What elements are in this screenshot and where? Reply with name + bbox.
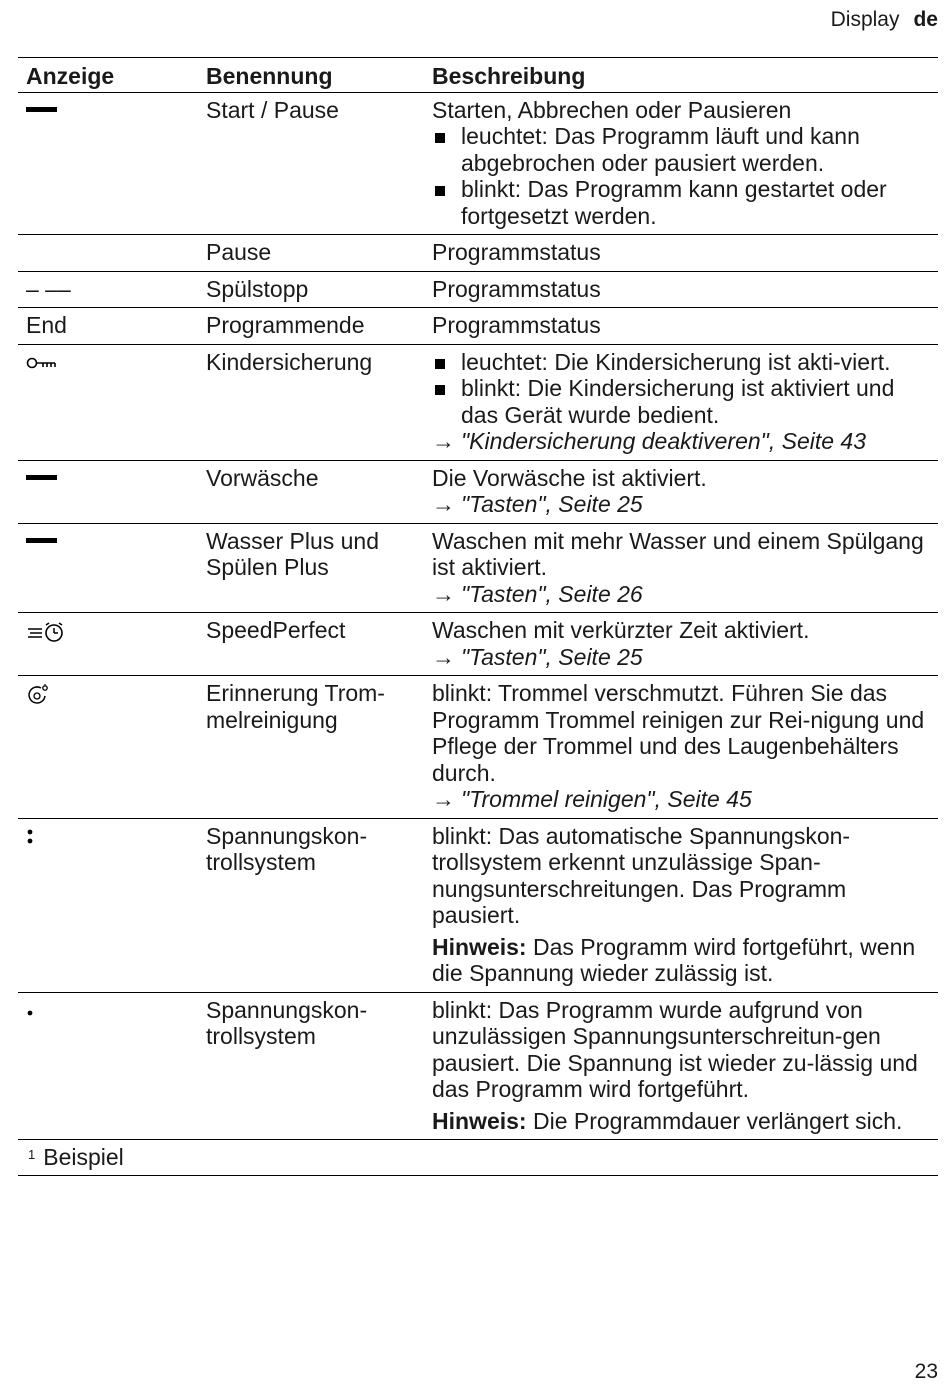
col-header-beschreibung: Beschreibung xyxy=(424,58,938,93)
table-row xyxy=(18,613,938,676)
display-cell: – –– xyxy=(18,271,198,308)
cross-reference xyxy=(432,491,934,518)
display-table xyxy=(18,57,938,1176)
description-cell xyxy=(424,460,938,523)
description-cell xyxy=(424,613,938,676)
name-cell: Kindersicherung xyxy=(198,344,424,460)
footnote-mark: 1 xyxy=(28,1147,36,1162)
note-label: Hinweis: xyxy=(432,1107,527,1134)
table-row xyxy=(18,818,938,992)
table-row xyxy=(18,523,938,613)
colon-indicator-icon xyxy=(26,823,38,849)
note xyxy=(432,934,934,987)
name-cell: Spannungskon-trollsystem xyxy=(198,992,424,1140)
cross-reference xyxy=(432,428,934,455)
name-cell: Spülstopp xyxy=(198,271,424,308)
cross-reference xyxy=(432,581,934,608)
reference-link[interactable]: "Tasten", Seite 25 xyxy=(461,491,643,517)
description-text: Waschen mit mehr Wasser und einem Spülgang ist aktiviert. xyxy=(432,527,924,580)
description-text: Die Vorwäsche ist aktiviert. xyxy=(432,464,707,491)
table-row xyxy=(18,271,938,308)
name-cell: Spannungskon-trollsystem xyxy=(198,818,424,992)
cross-reference xyxy=(432,644,934,671)
display-cell xyxy=(18,235,198,272)
display-cell xyxy=(18,344,198,460)
description-cell: Programmstatus xyxy=(424,308,938,345)
bar-indicator-icon xyxy=(26,475,57,480)
footnote xyxy=(18,1140,938,1176)
reference-link[interactable]: "Tasten", Seite 25 xyxy=(461,643,643,670)
reference-link[interactable]: "Kindersicherung deaktiveren", Seite 43 xyxy=(461,428,867,454)
arrow-icon: → xyxy=(432,643,455,670)
col-header-anzeige: Anzeige xyxy=(18,58,198,93)
bullet-item: leuchtet: Das Programm läuft und kann abgebrochen oder pausiert werden. xyxy=(432,123,934,176)
description-cell xyxy=(424,344,938,460)
name-cell: Vorwäsche xyxy=(198,460,424,523)
description-cell xyxy=(424,818,938,992)
name-cell: Programmende xyxy=(198,308,424,345)
bar-indicator-icon xyxy=(26,538,57,543)
arrow-icon: → xyxy=(432,491,455,517)
description-text: blinkt: Trommel verschmutzt. Führen Sie das Programm Trommel reinigen zur Rei-nigung und Pflege der Trommel und des Laugenbehälters durch. xyxy=(432,680,925,786)
note-text: Das Programm wird fortgeführt, wenn die Spannung wieder zulässig ist. xyxy=(432,933,916,986)
description-cell xyxy=(424,523,938,613)
display-cell xyxy=(18,992,198,1140)
name-cell: Wasser Plus und Spülen Plus xyxy=(198,523,424,613)
dot-indicator-icon xyxy=(26,997,38,1023)
bar-indicator-icon xyxy=(26,107,57,112)
display-cell xyxy=(18,676,198,819)
arrow-icon: → xyxy=(432,428,455,454)
table-row xyxy=(18,460,938,523)
description-cell xyxy=(424,92,938,235)
table-row xyxy=(18,235,938,272)
col-header-benennung: Benennung xyxy=(198,58,424,93)
display-cell xyxy=(18,613,198,676)
note-text: Die Programmdauer verlängert sich. xyxy=(532,1107,903,1134)
display-cell: End xyxy=(18,308,198,345)
page-number: 23 xyxy=(914,1360,938,1383)
speed-clock-icon xyxy=(26,617,70,643)
bullet-item: blinkt: Das Programm kann gestartet oder fortgesetzt werden. xyxy=(432,176,934,229)
table-row xyxy=(18,676,938,819)
description-text: blinkt: Das Programm wurde aufgrund von unzulässigen Spannungsunterschreitun-gen pausiert. Die Spannung ist wieder zu-lässig und das Programm wird fortgeführt. xyxy=(432,996,918,1102)
table-row xyxy=(18,344,938,460)
footnote-row xyxy=(18,1140,938,1176)
running-header xyxy=(831,8,938,32)
table-row xyxy=(18,992,938,1140)
name-cell: Erinnerung Trom-melreinigung xyxy=(198,676,424,819)
display-cell xyxy=(18,460,198,523)
display-cell xyxy=(18,92,198,235)
section-title: Display xyxy=(830,8,900,31)
display-cell xyxy=(18,818,198,992)
cross-reference xyxy=(432,786,934,813)
arrow-icon: → xyxy=(432,580,455,607)
description-cell xyxy=(424,992,938,1140)
note xyxy=(432,1108,934,1135)
description-cell: Programmstatus xyxy=(424,271,938,308)
drum-clean-icon xyxy=(26,680,50,706)
description-text: Waschen mit verkürzter Zeit aktiviert. xyxy=(432,617,810,643)
display-cell xyxy=(18,523,198,613)
bullet-item: leuchtet: Die Kindersicherung ist akti-viert. xyxy=(432,349,934,376)
name-cell: Start / Pause xyxy=(198,92,424,235)
description-cell: Programmstatus xyxy=(424,235,938,272)
description-cell xyxy=(424,676,938,819)
reference-link[interactable]: "Trommel reinigen", Seite 45 xyxy=(461,786,752,812)
name-cell: SpeedPerfect xyxy=(198,613,424,676)
name-cell: Pause xyxy=(198,235,424,272)
description-text: blinkt: Das automatische Spannungskon-trollsystem erkennt unzulässige Span-nungsunterschreitungen. Das Programm pausiert. xyxy=(432,822,851,928)
reference-link[interactable]: "Tasten", Seite 26 xyxy=(461,580,643,607)
note-label: Hinweis: xyxy=(432,933,527,960)
language-code: de xyxy=(913,8,938,31)
table-row xyxy=(18,92,938,235)
table-row xyxy=(18,308,938,345)
table-header-row xyxy=(18,58,938,93)
footnote-text: Beispiel xyxy=(43,1144,124,1170)
description-text: Starten, Abbrechen oder Pausieren xyxy=(432,96,792,123)
arrow-icon: → xyxy=(432,786,455,812)
bullet-item: blinkt: Die Kindersicherung ist aktiviert und das Gerät wurde bedient. xyxy=(432,375,934,428)
key-icon xyxy=(26,349,58,375)
